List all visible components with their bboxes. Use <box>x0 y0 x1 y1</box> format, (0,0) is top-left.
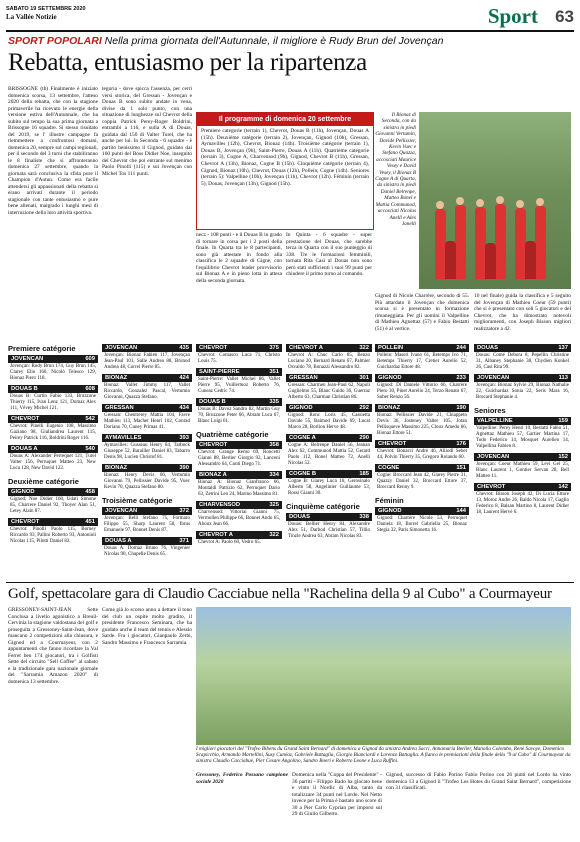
result-entry <box>286 434 372 468</box>
programme-body: Premiere categorie (terrain 1), Chevrot, Douas B (11h), Jovençan, Douas A (15h). Deuxième catégorie (terrain 2), Jovençan, Gignod (10h), Gressan, Aymavilles (12h), Chevrot, Bionaz (14h). Troisième catégorie (terrain 1), Douas B, Jovençan (9h), Saint-Pierre, Douas A (11h). Quatrième catégorie (terrain 3), Cogne A, Charvensod (9h), Gignod, Chevrot B (11h), Gressan, Chevrot A (13h), Bionaz, Cogne B (15h). Cinquième catégorie (terrain 4), Gignod, Bionaz (10h), Chevrot, Douas (12h), Pollein, Cogne (14h). Seniores (terrain 5): Valpelline (10h), Jovençan (11h), Chevrot (12h). Féminin (terrain 5), Douas, Jovençan (13h), Gignod (15h). <box>201 128 369 187</box>
result-players: Chevrot: Bonacci Andrè 46, Alliodi Sebet 44, Polvin Thierry 35, Gregoro Rolando 60. <box>377 449 467 460</box>
player-figure <box>445 241 456 279</box>
result-entry <box>196 398 282 426</box>
result-entry <box>375 404 469 438</box>
result-team-header <box>8 488 98 496</box>
result-team-header <box>8 518 98 526</box>
result-team-name: JOVENCAN <box>105 345 138 351</box>
result-players: Gignod: Di Daniele Vittorio 66, Charrère Piero 30, Pinet Aurelio 24, Terzo Renato 67, Suber Renzo 56. <box>377 383 467 400</box>
result-team-points: 144 <box>456 508 466 514</box>
result-players: Bionaz: Pellissier Davide 21, Chiappeto Devis 36, Josteney Valter 105, Jotan Pellisqueve Massimo 225, Cloux Amedo 66, Bionaz Ettore 51. <box>377 413 467 436</box>
result-entry <box>375 344 469 372</box>
result-team-name: GIGNOD <box>378 508 402 514</box>
result-team-name: JOVENCAN <box>105 508 138 514</box>
result-entry <box>286 513 372 541</box>
result-players: Cogne: Broccard Jean 42, Glarey Pierre 31, Quazzy Daniel 32, Broccard Ettore 37, Broccard Renny 9. <box>377 473 467 490</box>
result-entry <box>286 404 372 432</box>
result-entry <box>8 415 98 443</box>
result-team-name: DOUAS A <box>11 446 38 452</box>
player-head <box>536 198 544 206</box>
kicker-text: Nella prima giornata dell'Autunnale, il migliore è Rudy Brun del Jovençan <box>104 35 444 47</box>
result-team-header <box>102 374 192 382</box>
result-team-name: CHEVROT <box>378 441 407 447</box>
result-entry <box>102 507 192 535</box>
player-figure <box>495 204 506 279</box>
result-team-points: 113 <box>558 375 568 381</box>
result-players: Chevrot A: Paolo 60, Vedro 65. <box>198 540 261 545</box>
article-headline: Rebatta, entusiasmo per la ripartenza <box>8 49 367 76</box>
result-team-header <box>286 404 372 412</box>
result-team-name: GRESSAN <box>105 405 134 411</box>
result-players: Jovençan: Bionaz Sylvie 29, Bionaz Nathalie 22, Guichardaz Sonia 22, Seris Mara 16, Brocard Stephanie 4. <box>476 383 569 400</box>
result-team-name: JOVENCAN <box>477 454 510 460</box>
result-team-header <box>196 531 282 539</box>
result-players: Jovençan: Bionaz Fabien 117, Jovençan Jean-Paul 101, Salle Andrea 88, Brunod Andrea 48, Correl Pierre 85. <box>104 353 190 370</box>
result-team-name: GIGNOD <box>378 375 402 381</box>
result-entry <box>375 374 469 402</box>
result-team-points: 325 <box>269 502 279 508</box>
result-entry <box>102 344 192 372</box>
result-team-header <box>8 445 98 453</box>
result-team-name: CHEVROT <box>11 519 40 525</box>
result-team-name: CHARVENSOD <box>199 502 241 508</box>
results-category-title: Premiere catégorie <box>8 344 76 353</box>
player-figure <box>535 206 546 279</box>
result-team-name: CHEVROT A <box>289 345 323 351</box>
result-players: Gignod: Noe Didier 160, Udati Simone 85, Charrere Daniel 92, Thoyer Alan 51, Letey Alain 87. <box>10 497 96 514</box>
result-team-points: 372 <box>179 508 189 514</box>
result-entry <box>196 368 282 396</box>
result-entry <box>196 501 282 529</box>
results-category-title: Cinquième catégorie <box>286 502 360 511</box>
golf-column-5: Gignod, successo di Fabio Porino Fabio Porino con 26 punti nel Lordo ha vinto domenica 13 a Gignod il "Trofeo Les Hotes du Grand Saint Bernard", competizione con 31 classificati. <box>386 772 571 791</box>
result-entry <box>196 344 282 366</box>
result-team-points: 151 <box>456 465 466 471</box>
result-team-name: CHEVROT <box>199 442 228 448</box>
result-team-header <box>375 404 469 412</box>
result-players: Chevrot: Comasco Luca 71, Christo Louis 75. <box>198 353 280 364</box>
result-team-name: GIGNOD <box>11 489 35 495</box>
photo-caption: Il Bionaz di Seconda, con da sinistra in piedi Giovanni Vertumin, Davide Pellissier, Kevin Vuec e Stefano Quazza, accosciati Maurice Vesey e David Vesey, il Bionaz B Cogne A di Quarta, da sinistra in piedi Daniel Belrenpe, Matteo Bonel e Mattia Communod, accosciati Nicolas Anelli e Alex Janelli <box>375 112 419 289</box>
result-players: Douas A: Domaz Bruno 76, Vingenier Nicolas 90, Chapelle Denis 65. <box>104 546 190 557</box>
article-column-5: Gignod di Nicole Charrère, secondo di 55. Più attardato il Jovençan che domenica scorsa si è presentato in formazione rimaneggiata. Per gli uomini il Valpelline di Mathieu Agnettaz (57) e Fabio Bestatti (51) è al vertice. <box>375 293 469 332</box>
result-entry <box>196 531 282 547</box>
result-team-points: 244 <box>456 345 466 351</box>
result-team-header <box>286 434 372 442</box>
player-figure <box>455 205 466 279</box>
result-team-points: 292 <box>359 405 369 411</box>
result-entry <box>375 507 469 535</box>
player-head <box>516 200 524 208</box>
result-entry <box>102 404 192 432</box>
result-entry <box>474 453 571 481</box>
result-team-name: CHEVROT <box>11 416 40 422</box>
player-head <box>456 197 464 205</box>
golf-column-3 <box>196 772 288 838</box>
golf-subhead: Gressoney, Federico Possano campione sociale 2020 <box>196 772 288 785</box>
page-number: 63 <box>555 7 574 26</box>
result-team-header <box>375 507 469 515</box>
result-players: Pollein: Maseri Ivano 61, Betemps Ivo 71, Betemps Thierry 17, Cretier Aurelio 52, Guichardaz Ettore 48. <box>377 353 467 370</box>
result-team-name: DOUAS B <box>199 399 226 405</box>
result-team-points: 435 <box>179 345 189 351</box>
result-team-points: 609 <box>85 356 95 362</box>
results-category-title: Troisième catégorie <box>102 496 173 505</box>
section-title: Sport <box>487 4 538 28</box>
section-divider <box>6 582 574 583</box>
result-players: Gressan: Chentrerey Mattia 104, Favre Mathieu 113, Machet Henri 102, Conrad Doriano 70, Cuney Primas 41. <box>104 413 190 430</box>
result-players: Douas: Bellier Henry 84, Alexandre Alex 51, Darbod Christian 57, Tillio Tinzle Andrea 63, Abram Nicolas 83. <box>288 522 370 539</box>
result-team-points: 458 <box>85 489 95 495</box>
result-team-points: 371 <box>179 538 189 544</box>
result-entry <box>474 374 571 402</box>
result-team-name: VALPELLINE <box>477 418 513 424</box>
result-team-points: 358 <box>269 442 279 448</box>
result-team-name: DOUAS A <box>105 538 132 544</box>
result-players: Jovençan: Belli Stefano 75, Formaro Filippo 55, Sharp Laurent 58, Ibrus Emanuele 97, Bonnet Denis 87. <box>104 516 190 533</box>
result-team-header <box>8 415 98 423</box>
result-entry <box>375 464 469 492</box>
result-players: Jovençan: Coeur Mathieu 59, Levi Gel 25, Blanc Laurent 1, Gontier Servan 28, Bell Matteo 11. <box>476 462 569 479</box>
result-team-header <box>102 344 192 352</box>
result-team-name: DOUAS B <box>11 386 38 392</box>
programme-box <box>196 112 374 230</box>
player-head <box>476 199 484 207</box>
result-players: Bionaz: Vallet Jimmy 117, Vallet Riccardo, Gonzalez Pascal, Vertumin Giovanni, Quazza Stefano. <box>104 383 190 400</box>
result-team-points: 375 <box>269 345 279 351</box>
result-team-header <box>196 441 282 449</box>
result-team-points: 424 <box>179 375 189 381</box>
player-head <box>496 196 504 204</box>
result-players: Cogne A: Belrenpe Daniel 56, Jeanan Alex 62, Communod Mattia 52, Gerard Paolo 112, Bonel Matteo 72, Anelli Nicolas 52. <box>288 443 370 466</box>
result-entry <box>375 440 469 462</box>
result-team-header <box>102 464 192 472</box>
result-team-header <box>196 368 282 376</box>
result-team-points: 233 <box>456 375 466 381</box>
result-players: Douas: Comé Debora 8, Pepellin Christine 31, Albaney Stephanie 38, Chydien Konkel 26, Casi Rita 99. <box>476 353 569 370</box>
result-team-points: 540 <box>85 446 95 452</box>
result-players: Charvensod: Vittoriai Gianni 75, Vermollen Philippe 66, Bonnet Ando 65, Aboux Jean 66. <box>198 510 280 527</box>
result-team-header <box>196 471 282 479</box>
result-team-header <box>102 537 192 545</box>
issue-date: SABATO 19 SETTEMBRE 2020 <box>6 6 86 12</box>
result-entry <box>474 417 571 451</box>
result-entry <box>286 470 372 498</box>
result-players: Chevrot: Bisson Joseph 42, Di Lucia Ettore 13, Moroz Andre 26, Baldo Nicola 17, Gaglio Federico 8, Balsan Martino 8, Laurent Didier 18, Laurent Hervé 6. <box>476 492 569 515</box>
result-team-points: 335 <box>269 399 279 405</box>
result-players: Valpelline: Perey Henri 10, Bestatti Fabio 51, Agnettaz Mathieu 57, Gartier Martina 17, Todo Federico 14, Mosquet Aurelien 14, Valpellina Fabien 8. <box>476 426 569 449</box>
result-players: Gignod: Ronc Loris 45, Cassietta Davide 55, Baimod Davide 69, Lucat Marco 28, Borlion Herve 48. <box>288 413 370 430</box>
article-column-3: necz - 108 punti - e il Douas B in grado di tornare in corsa per i 2 posti della finale. In Quarta tra le 8 partecipanti, sono già attestate in fondo alla classifica le 2 squadre di Gigne, con l'equilibrio Chevrot leader provvisorio sul Bionaz A e in pieno lotta in attesa della seconda giornata. <box>196 232 282 284</box>
result-team-header <box>286 374 372 382</box>
result-entry <box>8 445 98 473</box>
result-team-points: 608 <box>85 386 95 392</box>
result-team-points: 137 <box>558 345 568 351</box>
result-entry <box>286 344 372 372</box>
result-team-points: 159 <box>558 418 568 424</box>
result-team-header <box>474 374 571 382</box>
result-team-name: CHEVROT A <box>199 532 233 538</box>
result-team-points: 322 <box>359 345 369 351</box>
results-category-title: Quatrième catégorie <box>196 430 269 439</box>
result-team-header <box>474 453 571 461</box>
result-team-points: 351 <box>269 369 279 375</box>
result-team-header <box>375 344 469 352</box>
result-entry <box>286 374 372 402</box>
result-team-name: GIGNOD <box>289 405 313 411</box>
result-team-name: JOVENCAN <box>11 356 44 362</box>
team-photo <box>375 112 571 289</box>
result-entry <box>8 488 98 516</box>
player-figure <box>485 243 496 279</box>
result-team-name: CHEVROT <box>477 484 506 490</box>
result-team-points: 185 <box>359 471 369 477</box>
results-category-title: Deuxième catégorie <box>8 477 79 486</box>
result-team-name: BIONAZ A <box>199 472 227 478</box>
result-entry <box>102 434 192 462</box>
result-team-header <box>196 344 282 352</box>
result-team-name: DOUAS <box>477 345 498 351</box>
results-category-title: Féminin <box>375 496 404 505</box>
result-team-header <box>8 385 98 393</box>
article-column-4: In Quinta - 6 squadre - super prestazione del Douas, che sarebbe terza in Quarta con il suo punteggio di 338. Tre le formazioni femminili, tornata Rita Casi al Douas non sono però stati sufficienti i suoi 99 punti per chiudere il primo turno al comando. <box>286 232 372 277</box>
page-header <box>6 4 574 32</box>
result-team-header <box>102 434 192 442</box>
result-players: Douas B: Curtin Fabio 133, Bruzzone Thierry 115, Ivan Lenz 121, Domaz Alex 111, Vévey Michel 121. <box>10 394 96 411</box>
result-entry <box>8 385 98 413</box>
result-team-name: GRESSAN <box>289 375 318 381</box>
result-players: Douas B: Davoz Sandro 82, Martin Guy 70, Bruzzone Peter 66, Abram Luca 67, Blanc Luigi 61. <box>198 407 280 424</box>
result-players: Jovençan: Rudy Brun 174, Guy Brun 145, Clarey Elio 160, Nicolò Telesco 129, Bionaz Piero 118. <box>10 364 96 381</box>
result-team-points: 142 <box>558 484 568 490</box>
result-team-points: 338 <box>359 514 369 520</box>
result-team-header <box>474 344 571 352</box>
result-team-name: CHEVROT <box>199 345 228 351</box>
result-entry <box>474 483 571 517</box>
player-head <box>436 201 444 209</box>
article-column-6: 10 nel finale) guida la classifica e 5 seguito del Jovençan di Mathieu Coeur (59 punti) che si è presentato con soli 5 giocatori e del Chevrot, che ha dimostrato notevoli miglioramenti, con Joseph Bisson migliori realizzatore a 42. <box>474 293 571 332</box>
result-team-name: AYMAVILLES <box>105 435 142 441</box>
result-entry <box>102 374 192 402</box>
result-team-points: 301 <box>359 375 369 381</box>
newspaper-name: La Vallée Notizie <box>6 13 57 21</box>
result-players: Bionaz: Henry Devis 66, Vertumin Giovanni 79, Pellissier Davide 95, Vuec Kevin 70, Quazza Stefano 80. <box>104 473 190 490</box>
result-players: Chevrot: Pinolli Paolo 115, Borney Riccardo 93, Pallini Roberto 93, Antonioli Nicolas 115, Pilotti Daniel 82. <box>10 527 96 544</box>
result-team-points: 190 <box>456 405 466 411</box>
result-players: Douas A: Alexander Perrequet 121, Turel Valter 156, Perruquet Matteo 23, New Luca 128, New David 122. <box>10 454 96 471</box>
result-team-name: BIONAZ <box>105 465 128 471</box>
golf-column-2: Come già lo scorso anno a dettare il tono del club un ospite molto gradito, il presidente Francesco Seminara, che ha guidato anche il team del tennis e Alessio Sarde. Fra i giocatori, Gianpaolo Zerbi, Sandro Massimo e Francesco Sarramia. <box>102 607 192 646</box>
result-team-name: SAINT-PIERRE <box>199 369 240 375</box>
result-players: Chevrot: Pinelli Eugenio 108, Massimo Gaziano 98, Giuliandrea Laurent 115, Peirey Patrick 116, Boldrini Roger 116. <box>10 424 96 441</box>
result-entry <box>102 464 192 492</box>
result-team-name: POLLEIN <box>378 345 404 351</box>
result-team-name: BIONAZ <box>105 375 128 381</box>
article-column-2: tegoria - dove spicca l'assenza, per cerri versi storica, del Gressan - Jovençan e Douas B sono subito andate in vena, divise da 1 solo punto, con una situazione di lunghezze sul Chevrot della coppia Patrick Perey-Roger Boldrini, entrambi a 116, e sulla A di Douas, guidata dal 150 di Valter Turel, che ha anche per lui. In Seconda - 6 squadre - è partito benissimo il Gignod, guidato dai 160 punti del Boss Didier Noe, insegnito del Chevrot che poi entrante sul menimo Paolo Pinolli (115) e sui Jovençan con Michel Tos 111 punti. <box>102 86 192 177</box>
result-team-points: 542 <box>85 416 95 422</box>
player-figure <box>525 241 536 279</box>
result-team-header <box>474 483 571 491</box>
result-team-name: COGNE <box>378 465 400 471</box>
result-team-points: 434 <box>179 405 189 411</box>
golf-column-4: Domenica nella "Coppa del Presidente" - 36 partiti - Filippo Bado ha giocato bene e vinto il Nordic di Alba, tanto da totalizzare 34 punti nel Lordo. Nel Netto invece per la Prima è bastato uno score di 30 a Pier Carlo Cyprian per imporsi sul 29 di Giulio Gilberto. <box>292 772 382 817</box>
result-team-header <box>286 470 372 478</box>
result-players: Chevrot A: Chuc Carlo 85, Benzo Luciano 20, Bernard Renato 67, Palmier Osvaldo 78, Bonazzi Alessandro 82. <box>288 353 370 370</box>
result-team-header <box>286 344 372 352</box>
result-team-points: 176 <box>456 441 466 447</box>
result-team-name: DOUAS <box>289 514 310 520</box>
result-team-points: 393 <box>179 435 189 441</box>
results-category-title: Seniores <box>474 406 506 415</box>
result-team-header <box>196 398 282 406</box>
golf-column-1: GRESSONEY-SAINT-JEAN Sette Conclusa a livello agonistico a Breuil-Cervinia la stagione valdostana del golf e proseguita a Gressoney-Saint-Jean, dove mancano 2 competizioni alla chiusura, e Gignod ed a Courmayeur, con 2 appuntamenti che fanno ricordare la Val Ferret ben 174 giocatori, tra i Golfisti Sette del circuito "Sell Coffee" al sabato e la tradizionale gara nazionale giornale del "Sarramia Amazon 2020" di domenica 13 settembre. <box>8 607 98 685</box>
result-team-points: 290 <box>359 435 369 441</box>
result-entry <box>8 518 98 546</box>
article-kicker <box>8 35 443 47</box>
golf-photo <box>196 607 571 745</box>
result-team-name: BIONAZ <box>378 405 401 411</box>
result-team-header <box>375 374 469 382</box>
result-entry <box>474 344 571 372</box>
result-players: Gressan: Charmen Jean-Paul 62, Napoli Guglielmo 55, Blanc Guido 36, Guerraz Alberto 63, Charman Christian 86. <box>288 383 370 400</box>
result-team-header <box>102 404 192 412</box>
golf-photo-caption: I migliori giocatori del "Trofeo Bibens du Grand Saint Bernard" di domenica a Gignod da sinistra Andrea Sacci, Annamaria Berlier, Manolla Colombo, René Savoye, Domenico Scapicchio, Armando Martellini, Susy Cunéaz, Gabriele Battaglia, Giorgio Bianciardi e Lorenzo Battaglia. A fianco le premiazioni della finale della "9 al Cubo" di Courmayeur da sinistra Claudio Cacciabue, Pier Cesare Angolino, Sandro Boeri e Roberto Leone e Luca Ruffini. <box>196 746 571 765</box>
result-team-points: 152 <box>558 454 568 460</box>
result-team-name: COGNE B <box>289 471 317 477</box>
result-team-header <box>474 417 571 425</box>
result-team-points: 322 <box>269 532 279 538</box>
result-entry <box>102 537 192 559</box>
result-players: Chevrot: Grange Remo 69, Roncetti Gianni 88, Berlier Giorgio 92, Lanceni Alessandro 64, Conti Diego 71. <box>198 450 280 467</box>
result-entry <box>196 441 282 469</box>
result-team-header <box>286 513 372 521</box>
result-entry <box>8 355 98 383</box>
result-team-header <box>375 464 469 472</box>
programme-title: Il programme di domenica 20 settembre <box>197 113 373 126</box>
result-players: Aymavilles: Gusseau Henry 84, Tarbock Giuseppe 52, Barailler Daniel 83, Tabarro Denis 98, Lucien Christof 81. <box>104 443 190 460</box>
result-team-name: COGNE A <box>289 435 316 441</box>
result-team-name: JOVENCAN <box>477 375 510 381</box>
result-team-header <box>8 355 98 363</box>
result-team-points: 451 <box>85 519 95 525</box>
result-team-header <box>102 507 192 515</box>
result-players: Saint-Pierre: Vallet Michel 86, Vallet Pierre 95, Vuillermoz Roberto 76, Cuneaz Cedric 74. <box>198 377 280 394</box>
result-players: Gignod: Charrère Nicole 53, Perruquet Daniela 18, Borrel Gabriella 25, Bionaz Stegia 32, Paris Simonetta 16. <box>377 516 467 533</box>
golf-headline: Golf, spettacolare gara di Claudio Cacciabue nella "Rachelina della 9 al Cubo" a Courmayeur <box>8 586 552 602</box>
kicker-tag: SPORT POPOLARI <box>8 35 102 47</box>
result-players: Bionaz A: Bionaz Gianfranco 66, Montaldi Patrizio 62, Perruquet Dario 63, Zetrini Leo 24, Marino Massimo 81. <box>198 480 280 497</box>
result-entry <box>196 471 282 499</box>
article-column-1: BRISSOGNE (tb) Finalmente è iniziato domenica scorsa, 13 settembre, l'atteso 2020 della rebatta, che con la stagione primaverile ha ricevuto le energie della versione estiva dell'Autunnale, che ha subito sul tempo la sua prima giornata a Brissogne 16 squadre. Si stesso risultato del 2019, se l' illustre campagne fa riemmettere a confrontosi domani, domenica 20, sempre sul campi regionali, per il secondo del 3 turni che stabiliranno le 8 finaliste che si affronteranno domenica 27 settembre, quando la giornata sarà conclusiva la sfida pure il Champion d'Autun. Come era facile attendersi gli appassionati della rebatta si erano arrivati durante il periodo stagionale con tante entusiasmo e pure bene allenati, malgrado i lunghi mesi di interruzione della loro attività sportiva. <box>8 86 98 216</box>
result-players: Cogne B: Glarey Luca 16, Gerosinalo Alberto 58, Angelinier Guillaume 53, Rossi Gianni 30. <box>288 479 370 496</box>
result-team-points: 334 <box>269 472 279 478</box>
result-team-header <box>375 440 469 448</box>
result-team-points: 390 <box>179 465 189 471</box>
result-team-header <box>196 501 282 509</box>
